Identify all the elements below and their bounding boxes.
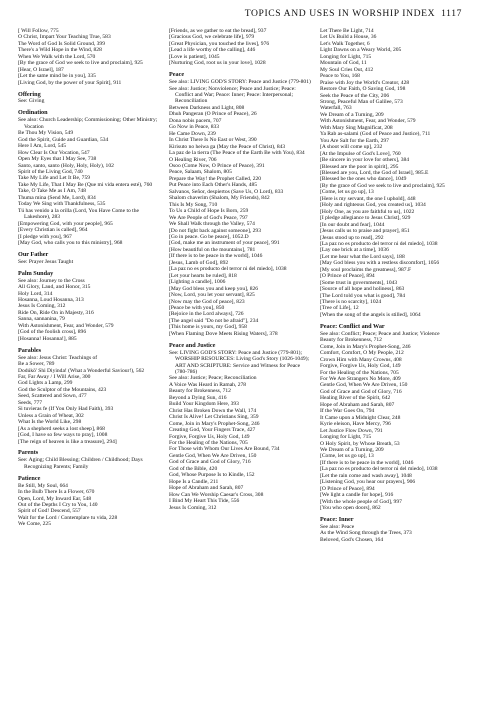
index-entry: With Astonishment, Fear, and Wonder, 579: [18, 322, 114, 329]
index-entry: He Came Down, 239: [169, 130, 216, 137]
index-entry: Here I Am, Lord, 545: [18, 143, 67, 150]
index-entry: Hope Is a Candle, 211: [169, 478, 219, 485]
index-entry: Seed, Scattered and Sown, 477: [18, 393, 87, 400]
index-entry: Praise with Joy the World's Creator, 428: [320, 79, 410, 86]
index-entry: Sanna, sannanina, 79: [18, 316, 65, 323]
index-entry: See also: LIVING GOD'S STORY: Peace and Justice (779-801): [169, 79, 311, 86]
index-column-left: [18, 28, 160, 712]
index-entry: [God, I have so few ways to pray], 1008: [18, 432, 108, 439]
index-entry: Peace to You, 168: [320, 73, 360, 80]
index-entry: [ Will Follow, 775: [18, 28, 59, 34]
index-entry: Creating God, Your Fingers Trace, 427: [169, 427, 256, 434]
index-entry: Forgive, Forgive Us, Holy God, 149: [320, 363, 401, 370]
index-entry: Jesus Is Coming, 312: [169, 504, 217, 511]
index-entry: Go Now in Peace, 833: [169, 124, 220, 131]
index-entry: Put Peace into Each Other's Hands, 485: [169, 182, 258, 189]
index-entry: O Holy Spirit, by Whose Breath, 53: [320, 440, 400, 447]
index-entry: [As a shepherd seeks a lost sheep], 868: [18, 425, 105, 432]
index-entry: [Let your hearts be ruled], 818: [169, 272, 237, 279]
index-entry: We Dream of a Turning, 209: [320, 111, 384, 118]
index-entry: [Rejoice in the Lord always], 726: [169, 311, 244, 318]
section-heading: Peace: Inner: [320, 515, 354, 523]
index-entry: Let's Walk Together, 6: [320, 40, 370, 47]
index-entry: [If there is to be peace in the world], 1046: [320, 459, 414, 466]
index-entry: For the Healing of the Nations, 705: [169, 440, 248, 446]
index-entry: Take, O Take Me as I Am, 748: [18, 188, 86, 195]
index-entry: Restore Our Faith, O Saving God, 198: [320, 86, 406, 93]
index-entry: [Great Physician, you touched the lives], 976: [169, 40, 270, 47]
index-entry: [Let the same mind be in you], 335: [18, 73, 96, 80]
index-entry: Let Us Build a House, 36: [320, 34, 377, 41]
index-entry: [Let me hear what the Lord says], 188: [320, 253, 405, 260]
index-entry: For the Healing of the Nations, 705: [320, 369, 399, 376]
index-entry: [By the grace of God we seek to live and proclaim], 925: [320, 182, 445, 189]
index-entry: What Is the World Like, 298: [18, 419, 82, 426]
index-entry: Build Your Kingdom Here, 393: [169, 401, 239, 408]
index-entry: Take My Life, That I May Be (Que mi vida entera esté), 760: [18, 181, 153, 188]
section-heading: Peace: Conflict and War: [320, 322, 385, 330]
index-entry: How Can We Worship Caesar's Cross, 308: [169, 491, 264, 498]
index-entry: We Shall Walk through the Valley, 574: [169, 221, 255, 228]
index-entry: [There is no scarcity], 1024: [320, 299, 382, 306]
index-entry: [Tree of Life], 12: [320, 305, 359, 312]
section-heading: Patience: [18, 474, 41, 482]
index-entry: [The angel said "Do not be afraid"], 234: [169, 317, 259, 324]
index-entry: [Peace be with you], 850: [169, 304, 225, 311]
index-entry: [Gracious God, we celebrate life], 979: [169, 34, 255, 41]
index-entry: O Christ, Impart Your Teaching True, 583: [18, 34, 111, 41]
index-entry: O Healing River, 706: [169, 156, 217, 163]
index-entry: Comfort, Comfort, O My People, 212: [320, 350, 404, 357]
index-entry: Take My Life and Let It Be, 759: [18, 175, 91, 182]
index-columns: [18, 28, 462, 712]
section-heading: Parables: [18, 346, 42, 354]
index-entry: In Christ There Is No East or West, 390: [169, 137, 257, 144]
index-entry: Out of the Depths I Cry to You, 140: [18, 502, 98, 509]
index-entry: Healing River of the Spirit, 642: [320, 395, 391, 402]
index-entry: [Blessed be the ones who dance], 1049: [320, 176, 407, 183]
index-entry: Si tuvieras fe (If You Only Had Faith), 393: [18, 406, 114, 413]
index-entry: We Dream of a Turning, 209: [320, 446, 384, 453]
index-entry: [Love is patient], 1045: [169, 53, 220, 60]
index-entry: Santo, santo, santo (Holy, Holy, Holy), 102: [18, 162, 114, 169]
index-entry: A Voice Was Heard in Ramah, 278: [169, 381, 247, 388]
section-heading: Palm Sunday: [18, 269, 54, 277]
index-entry: [Blessed are you, Lord, the God of Israel], 985.E: [320, 169, 429, 176]
index-entry: [Lead a life worthy of the calling], 446: [169, 47, 256, 54]
index-entry: Osoo (Come Now, O Prince of Peace), 391: [169, 163, 265, 170]
index-entry: Open My Eyes that I May See, 738: [18, 156, 97, 163]
index-entry: God, Whose Purpose Is to Kindle, 152: [169, 472, 255, 479]
index-entry: [Blessed are the poor in spirit], 295: [320, 163, 399, 170]
index-entry: [Jesus, Lamb of God], 892: [169, 259, 229, 266]
index-entry: See also: Conflict; Peace; Peace and Justice; Violence: [320, 330, 440, 337]
section-heading: Our Father: [18, 250, 49, 258]
index-entry: God of the Bible, 420: [169, 465, 218, 472]
index-entry: Kirisuto no heiwa ga (May the Peace of Christ), 843: [169, 143, 286, 150]
index-entry: God the Sculptor of the Mountains, 423: [18, 386, 107, 393]
index-entry: Be a Sower, 789: [18, 361, 55, 368]
index-entry: See also: Journey to the Cross: [18, 277, 85, 284]
index-entry: Come, Join in Mary's Prophet-Song, 246: [320, 343, 411, 350]
section-heading: Parents: [18, 449, 39, 457]
index-entry: [Come, let us go up], 13: [320, 189, 374, 196]
index-entry: [Do not fight back against someone], 293: [169, 227, 261, 234]
index-entry: [By the grace of God we seek to live and proclaim], 925: [18, 60, 143, 67]
index-entry: In the Bulb There Is a Flower, 670: [18, 489, 95, 496]
index-entry: [With the whole people of God], 997: [320, 498, 402, 505]
index-entry: We Are People of God's Peace, 797: [169, 214, 248, 221]
index-entry: Ride On, Ride On in Majesty, 316: [18, 309, 94, 316]
index-entry: [May God bless you with a restless discomfort], 1056: [320, 260, 440, 267]
index-entry: Gentle God, When We Are Driven, 150: [320, 382, 408, 389]
index-entry: [Empowering God, with your people], 965: [18, 220, 113, 227]
index-entry: Waterfall, 763: [320, 105, 352, 112]
index-entry: With Mary Sing Magnificat, 208: [320, 124, 393, 131]
index-entry: You Are Salt for the Earth, 297: [320, 137, 389, 144]
index-entry: [Friends, as we gather to eat the bread], 937: [169, 28, 267, 34]
index-entry: Forgive, Forgive Us, Holy God, 149: [169, 433, 250, 440]
index-entry: [La paz no es producto del terror ni del miedo], 1038: [169, 266, 287, 273]
index-entry: Open, Lord, My Inward Ear, 548: [18, 495, 92, 502]
index-entry: [How beautiful on the mountains], 781: [169, 246, 256, 253]
index-entry: There's a Wild Hope in the Wind, 828: [18, 47, 102, 54]
index-entry: [Every Christian is called], 964: [18, 227, 88, 234]
index-entry: Christ Is Alive! Let Christians Sing, 359: [169, 414, 259, 421]
index-entry: [La paz no es producto del terror ni del miedo], 1038: [320, 466, 438, 473]
index-entry: Let Justice Flow Down, 791: [320, 427, 383, 434]
index-entry: [Now may the God of peace], 823: [169, 298, 245, 305]
index-entry: [Now, Lord, you let your servant], 825: [169, 292, 255, 299]
section-heading: Peace: [169, 71, 185, 79]
index-entry: [Jesus calls us to praise and prayer], 851: [320, 228, 410, 235]
index-entry: [You who open doors], 862: [320, 505, 381, 512]
index-entry: My Soul Cries Out, 412: [320, 66, 374, 73]
index-entry: [Lay one brick at a time], 1036: [320, 247, 389, 254]
index-entry: [May God bless you and keep you], 826: [169, 285, 259, 292]
index-entry: How Clear Is Our Vocation, 547: [18, 149, 90, 156]
index-entry: Wait for the Lord / Contemplare tu vida, 228: [18, 514, 118, 521]
index-entry: Thuma mina (Send Me, Lord), 834: [18, 194, 96, 201]
index-entry: Mountain of God, 11: [320, 60, 367, 67]
index-entry: [A shoot will come up], 232: [320, 144, 383, 151]
index-entry: [Lighting a candle], 1006: [169, 279, 226, 286]
index-entry: [La paz no es producto del terror ni del miedo], 1038: [320, 240, 438, 247]
index-entry: We Come, 225: [18, 521, 51, 528]
index-entry: [Listening God, you hear our prayers], 906: [320, 479, 416, 486]
index-entry: Longing for Light, 715: [320, 53, 372, 60]
section-heading: Peace and Justice: [169, 341, 216, 349]
index-entry: If the War Goes On, 794: [320, 408, 375, 415]
index-entry: [The Lord told you what is good], 784: [320, 292, 406, 299]
index-entry: The Word of God Is Solid Ground, 399: [18, 40, 105, 47]
index-entry: Unless a Grain of Wheat, 302: [18, 412, 84, 419]
index-title: TOPICS AND USES IN WORSHIP INDEX: [244, 8, 436, 19]
index-entry: For Those with Whom Our Lives Are Bound, 734: [169, 446, 280, 453]
index-entry: To Us a Child of Hope Is Born, 259: [169, 208, 249, 215]
page-number: 1117: [441, 8, 462, 19]
index-entry: Salvanos, Señor, despiertos (Save Us, O Lord), 833: [169, 188, 284, 195]
index-entry: Dona nobis pacem, 707: [169, 117, 222, 124]
index-entry: Dhuh Pangeran (O Prince of Peace), 26: [169, 111, 257, 118]
index-entry: [Hear, O Israel], 187: [18, 66, 64, 73]
index-entry: God of Grace and God of Glory, 716: [320, 388, 402, 395]
index-entry: For We Are Strangers No More, 409: [320, 375, 401, 382]
index-entry: [When the song of the angels is stilled], 1064: [320, 311, 421, 318]
index-entry: God Lights a Lamp, 299: [18, 380, 73, 387]
index-entry: Beauty for Brokenness, 712: [169, 388, 231, 395]
index-entry: Gentle God, When We Are Driven, 150: [169, 452, 257, 459]
index-entry: [May God, who calls you to this ministry], 968: [18, 239, 123, 246]
index-entry: When We Walk with the Lord, 570: [18, 53, 96, 60]
index-entry: Hosanna, Loud Hosanna, 313: [18, 297, 84, 304]
index-entry: Ya Rab as-salami (God of Peace and Justice), 711: [320, 131, 431, 138]
index-entry: Christ Has Broken Down the Wall, 174: [169, 407, 257, 414]
index-entry: Come, Join in Mary's Prophet-Song, 246: [169, 420, 260, 427]
index-entry: Kyrie eleison, Have Mercy, 796: [320, 421, 391, 428]
index-entry: Tú has venido a la orilla (Lord, You Have Come to the Lakeshore), 283: [18, 207, 139, 221]
index-entry: See: Aging; Child Blessing; Children / Childhood; Days Recognizing Parents; Family: [18, 457, 143, 470]
index-entry: [Living God, by the power of your Spirit], 911: [18, 79, 122, 86]
index-entry: Beauty for Brokenness, 712: [320, 337, 382, 344]
index-entry: Beloved, God's Chosen, 164: [320, 536, 384, 543]
index-entry: Holy Lord, 314: [18, 290, 53, 297]
page-header: [18, 8, 462, 24]
index-entry: [Here is my servant, the one I uphold], 448: [320, 195, 416, 202]
index-entry: This Is My Song, 710: [169, 201, 218, 208]
index-entry: Jesus Is Coming, 312: [18, 303, 66, 310]
index-entry: La paz de la tierra (The Peace of the Earth Be with You), 834: [169, 150, 305, 157]
index-entry: [Jesus stood up to read], 292: [320, 234, 384, 241]
index-column-right: [320, 28, 462, 712]
index-entry: See: Prayer Jesus Taught: [18, 258, 74, 265]
index-entry: [O Prince of Peace], 894: [320, 273, 375, 280]
index-entry: [Some trust in governments], 1043: [320, 279, 398, 286]
index-entry: Be Still, My Soul, 664: [18, 482, 68, 489]
index-entry: I Bind My Heart This Tide, 556: [169, 498, 240, 505]
index-entry: [Come, let us go up], 13: [320, 453, 374, 460]
index-entry: See also: Church Leadership; Commissioning; Other Ministry; Vocation: [18, 117, 158, 130]
index-entry: Strong, Peaceful Man of Galilee, 573: [320, 98, 403, 105]
index-entry: [When Flaming Dove Meets Rising Waters], 378: [169, 330, 278, 337]
index-entry: Dodúkō' Shi Diyinda! (What a Wonderful Saviour!), 562: [18, 367, 145, 374]
section-heading: Ordination: [18, 109, 48, 117]
index-entry: [I pledge with you], 967: [18, 233, 72, 240]
index-entry: [My soul proclaims the greatness], 987.F: [320, 266, 412, 273]
index-entry: [Nurturing God, root us in your love], 1028: [169, 60, 266, 67]
index-entry: [God, make me an instrument of your peace], 991: [169, 240, 280, 247]
index-entry: All Glory, Laud, and Honor, 315: [18, 284, 91, 291]
index-entry: It Came upon a Midnight Clear, 248: [320, 414, 401, 421]
index-entry: [O Prince of Peace], 894: [320, 485, 375, 492]
index-entry: See also: Jesus Christ: Teachings of: [18, 354, 98, 361]
index-entry: Let There Be Light, 714: [320, 28, 374, 34]
index-entry: See: Giving: [18, 98, 45, 105]
index-entry: See also: Peace: [320, 523, 355, 530]
index-entry: [This home is yours, my God], 958: [169, 324, 247, 331]
index-entry: [Be sincere in your love for others], 384: [320, 157, 410, 164]
index-entry: Light Dawns on a Weary World, 205: [320, 47, 402, 54]
index-entry: [In our doubt and fear], 1044: [320, 221, 385, 228]
index-entry: Beyond a Dying Sun, 416: [169, 394, 227, 401]
index-entry: Hope of Abraham and Sarah, 807: [320, 401, 395, 408]
index-entry: Peace, Salaam, Shalom, 805: [169, 169, 232, 176]
index-entry: Be Thou My Vision, 549: [18, 130, 74, 137]
index-entry: Hope of Abraham and Sarah, 807: [169, 485, 244, 492]
index-entry: Between Darkness and Light, 808: [169, 104, 245, 111]
index-entry: Prepare the Way! the Prophet Called, 220: [169, 175, 262, 182]
index-entry: Seek the Peace of the City, 206: [320, 92, 390, 99]
index-entry: See also: Justice; Peace; Reconciliation: [169, 375, 257, 382]
index-entry: God of Grace and God of Glory, 716: [169, 459, 251, 466]
index-entry: [Holy and righteous God, you created us], 1034: [320, 202, 426, 209]
index-entry: Spirit of God! Descend, 557: [18, 508, 81, 515]
index-entry: See also: Justice; Nonviolence; Peace and Justice; Peace: Conflict and War; Peace: Inner; Peace: Interpersonal; Reconciliation: [169, 85, 296, 105]
index-entry: Shalom chaverim (Shalom, My Friends), 842: [169, 195, 270, 202]
index-entry: Seeds, 777: [18, 399, 43, 406]
index-entry: With Astonishment, Fear, and Wonder, 579: [320, 118, 416, 125]
index-entry: Crown Him with Many Crowns, 408: [320, 356, 402, 363]
index-entry: Today We Sing with Thankfulness, 535: [18, 201, 106, 208]
index-entry: [The reign of heaven is like a treasure], 294]: [18, 438, 117, 445]
index-entry: [At the Impulse of God's Love], 760: [320, 150, 401, 157]
index-entry: [We light a candle for hope], 916: [320, 492, 394, 499]
index-entry: [Source of all hope and holiness], 863: [320, 286, 405, 293]
index-entry: As the Wind Song through the Trees, 373: [320, 530, 412, 537]
section-heading: Offering: [18, 90, 41, 98]
index-entry: Spirit of the Living God, 740: [18, 168, 83, 175]
index-entry: [I pledge allegiance to Jesus Christ], 929: [320, 215, 411, 222]
index-column-middle: [169, 28, 311, 712]
index-entry: See: LIVING GOD'S STORY: Peace and Justice (779-801); WORSHIP RESOURCES: Living God's Story (1026-1049); ART AND SCRIPTURE: Service and Witness for Peace (780-786): [169, 349, 310, 376]
index-entry: Far, Far Away / I Will Arise, 300: [18, 373, 91, 380]
index-entry: God the Spirit, Guide and Guardian, 534: [18, 136, 109, 143]
index-entry: [Let the rain come and wash away], 1048: [320, 472, 412, 479]
index-entry: [Go in peace. Go be peace], 1052.D: [169, 234, 249, 240]
index-entry: [Hosanna! Hosanna!], 885: [18, 335, 77, 342]
index-entry: Longing for Light, 715: [320, 434, 372, 441]
index-entry: [If there is to be peace in the world], 1046: [169, 253, 263, 260]
index-entry: [God of the foolish cross], 896: [18, 329, 87, 336]
index-entry: [Holy One, as you are faithful to us], 1022: [320, 208, 415, 215]
